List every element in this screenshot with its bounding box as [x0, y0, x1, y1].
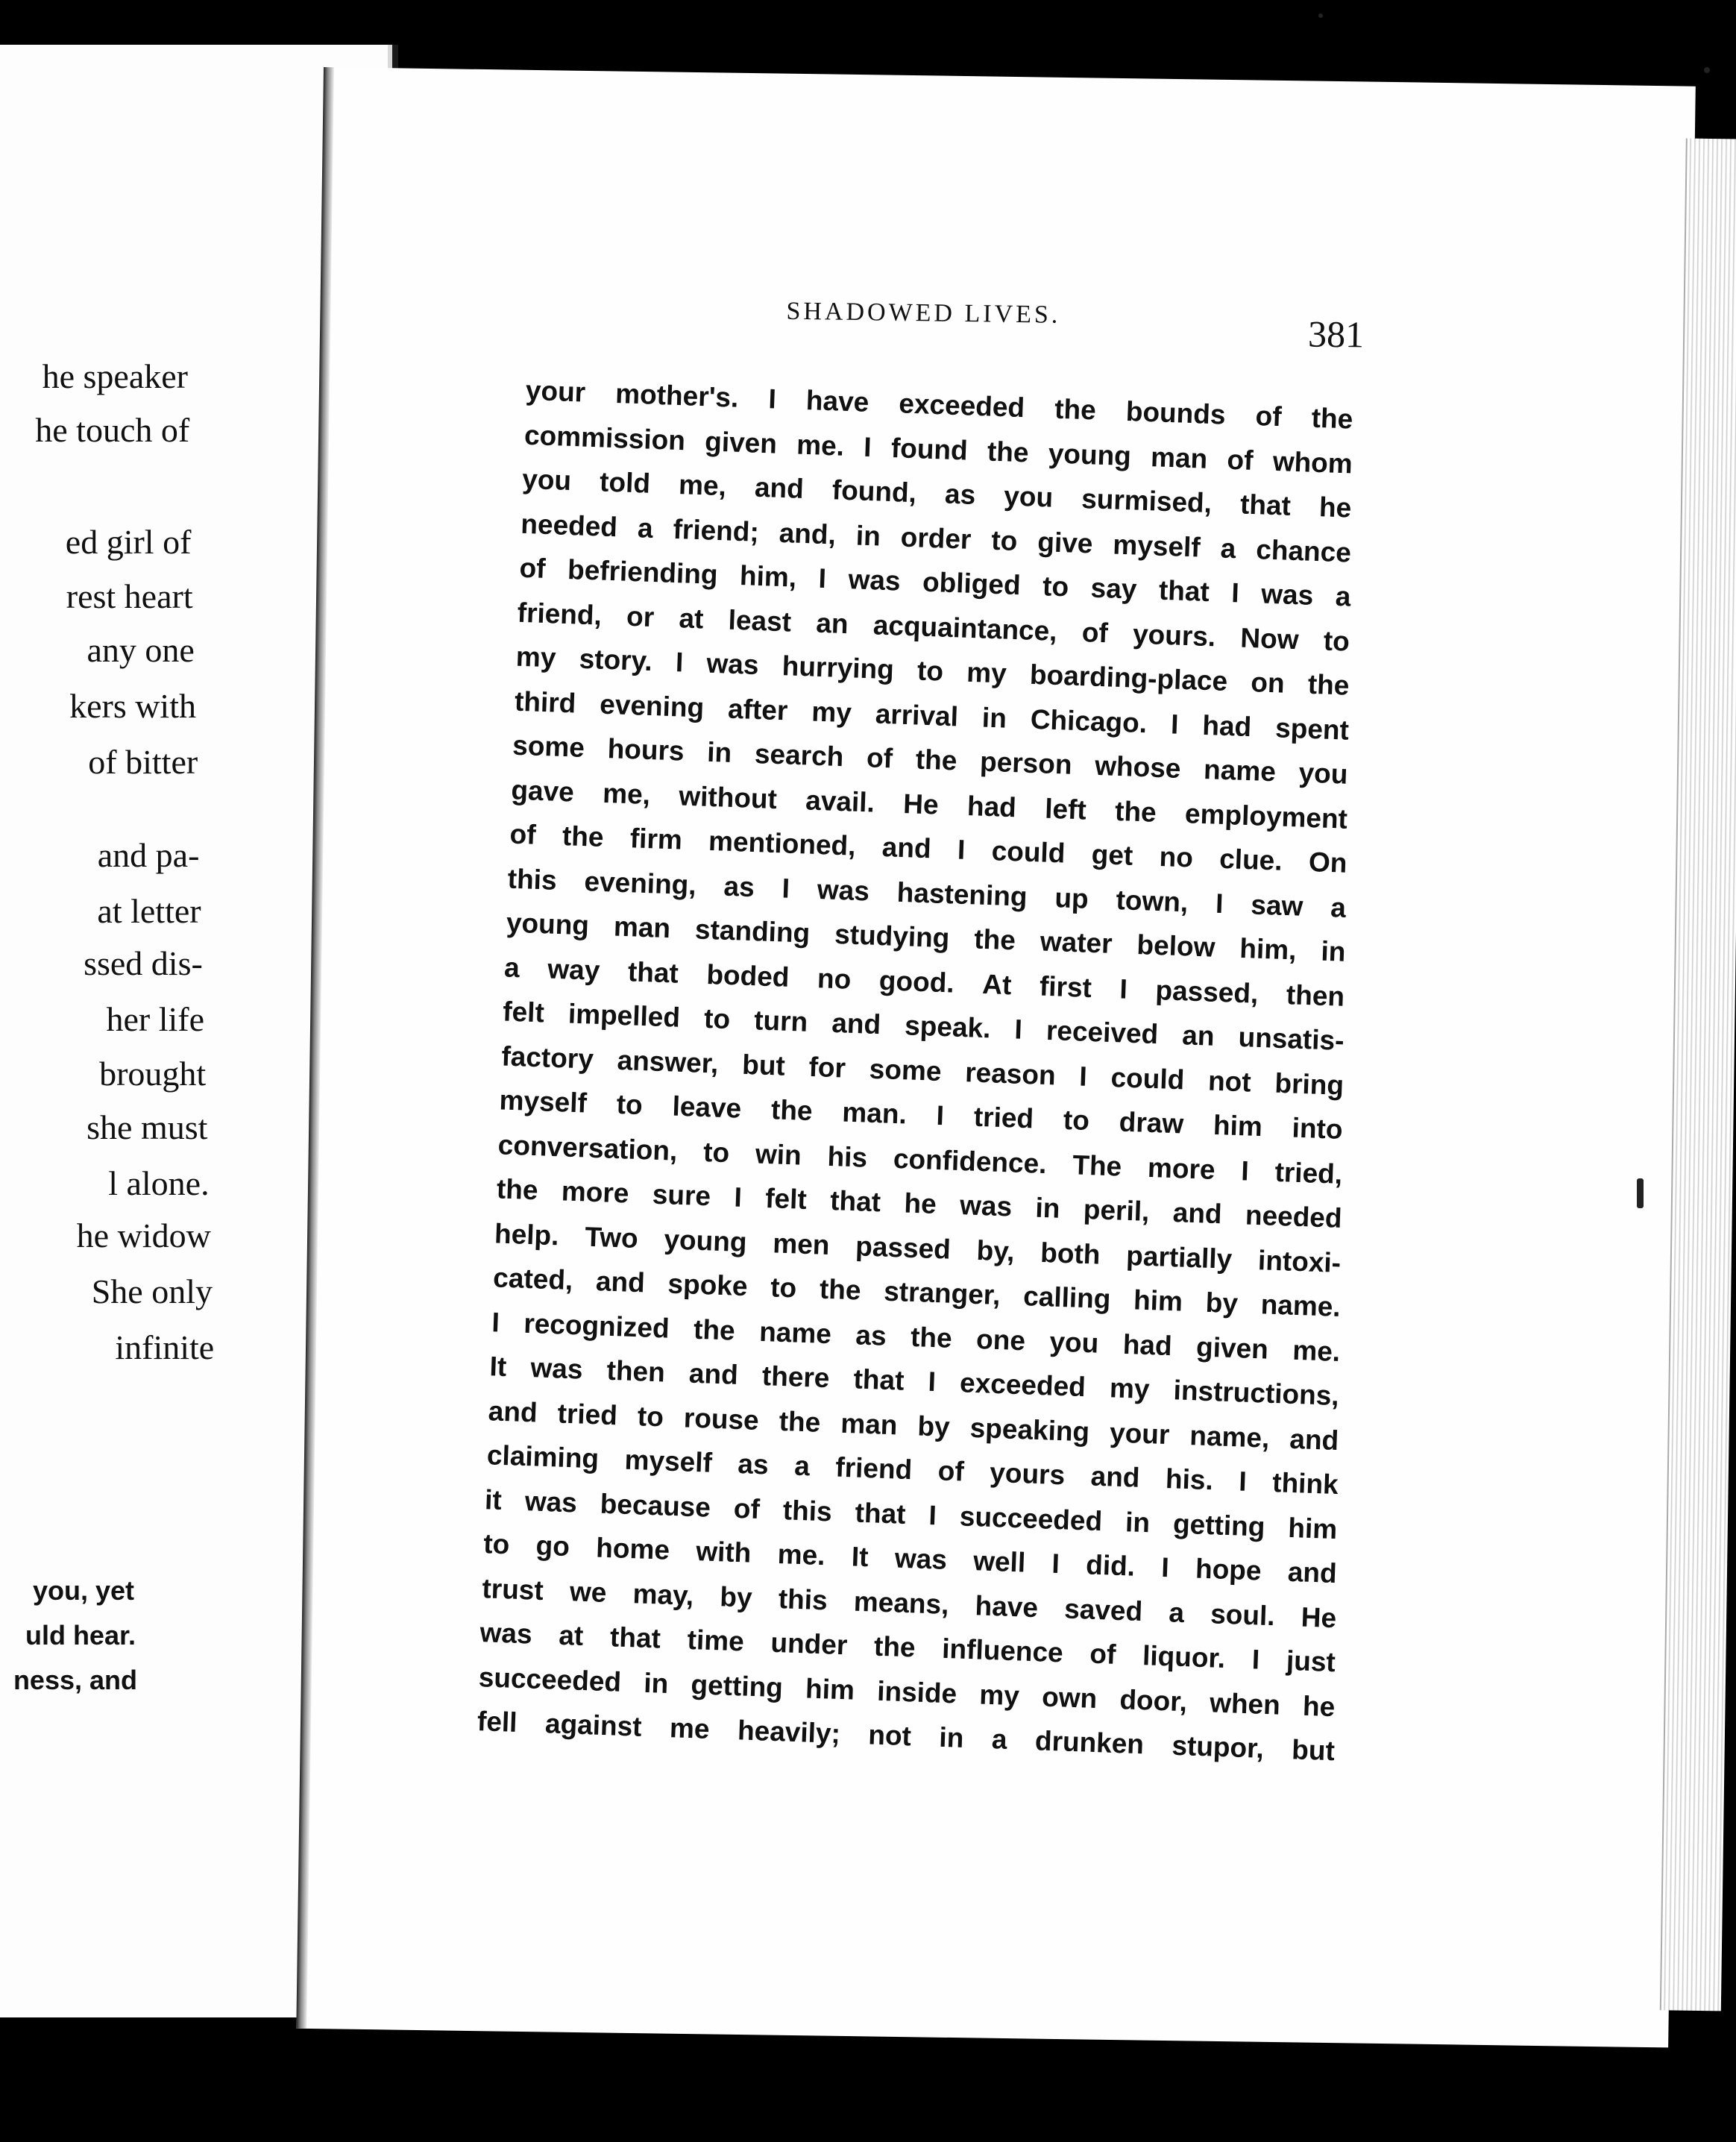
body-line: a way that boded no good. At first I passed, then — [503, 952, 1346, 1012]
left-page-line: kers with — [69, 687, 196, 725]
body-line: claiming myself as a friend of yours and his. I think — [485, 1439, 1339, 1501]
left-page-line: ed girl of — [65, 523, 192, 561]
body-line: my story. I was hurrying to my boarding-place on the — [515, 641, 1350, 701]
scan-speck — [1318, 13, 1323, 18]
body-line: needed a friend; and, in order to give myself a chance — [520, 508, 1352, 568]
left-page-line: ssed dis- — [84, 944, 203, 982]
scan-speck — [1704, 67, 1710, 73]
body-line: young man standing studying the water below him, in — [506, 907, 1346, 967]
body-line: was at that time under the influence of liquor. I just — [479, 1617, 1336, 1678]
left-page-line: of bitter — [88, 743, 198, 781]
left-page-line: She only — [91, 1272, 213, 1310]
body-line: myself to leave the man. I tried to draw him into — [499, 1084, 1344, 1145]
body-line: conversation, to win his confidence. The more I tried, — [497, 1128, 1343, 1190]
body-line: third evening after my arrival in Chicago. I had spent — [514, 685, 1350, 746]
body-line: commission given me. I found the young man of whom — [523, 419, 1353, 480]
body-line: felt impelled to turn and speak. I received an unsatis- — [502, 996, 1345, 1056]
running-head: SHADOWED LIVES. — [786, 297, 1061, 329]
left-page-line: brought — [99, 1055, 207, 1093]
body-text — [476, 368, 1354, 1767]
left-page-line: he speaker — [42, 357, 188, 395]
body-line: succeeded in getting him inside my own door, when he — [478, 1661, 1336, 1722]
body-line: I recognized the name as the one you had given me. — [491, 1306, 1341, 1367]
left-page-line: he touch of — [35, 411, 190, 449]
left-page-line: and pa- — [97, 836, 200, 874]
body-line: you told me, and found, as you surmised, that he — [521, 463, 1353, 524]
left-page-line: infinite — [115, 1328, 215, 1366]
body-line: friend, or at least an acquaintance, of yours. Now to — [517, 597, 1350, 657]
left-page-line: l alone. — [108, 1164, 210, 1202]
body-line: It was then and there that I exceeded my instructions, — [489, 1351, 1340, 1412]
body-line: fell against me heavily; not in a drunken stupor, but — [476, 1706, 1336, 1767]
body-line: help. Two young men passed by, both partially intoxi- — [494, 1217, 1342, 1278]
left-page-footnote-line: uld hear. — [25, 1620, 136, 1651]
left-page-line: she must — [87, 1108, 208, 1146]
right-page — [296, 67, 1696, 2047]
body-line: gave me, without avail. He had left the employment — [510, 774, 1348, 835]
body-line: trust we may, by this means, have saved a soul. He — [481, 1572, 1337, 1633]
body-line: and tried to rouse the man by speaking your name, and — [488, 1395, 1339, 1456]
body-line: of the firm mentioned, and I could get no clue. On — [509, 818, 1347, 879]
body-line: your mother's. I have exceeded the bounds of the — [525, 374, 1353, 435]
scan-speck — [1637, 1178, 1644, 1208]
left-page-line: rest heart — [66, 577, 193, 615]
left-page-footnote-line: ness, and — [13, 1665, 137, 1695]
body-line: to go home with me. It was well I did. I hope and — [482, 1528, 1338, 1589]
body-line: some hours in search of the person whose name you — [512, 729, 1349, 790]
body-line: factory answer, but for some reason I could not bring — [500, 1040, 1345, 1101]
body-line: the more sure I felt that he was in peril, and needed — [496, 1173, 1342, 1234]
body-line: cated, and spoke to the stranger, calling him by name. — [492, 1262, 1342, 1322]
body-line: it was because of this that I succeeded in getting him — [484, 1483, 1339, 1545]
left-page-footnote-line: you, yet — [32, 1575, 134, 1606]
left-page-line: any one — [87, 631, 195, 669]
body-line: of befriending him, I was obliged to say that I was a — [518, 552, 1351, 612]
left-page-line: he widow — [76, 1216, 211, 1254]
page-edges — [1660, 139, 1736, 2011]
left-page-line: at letter — [97, 892, 201, 930]
page-number: 381 — [1307, 312, 1365, 356]
body-line: this evening, as I was hastening up town, I saw a — [507, 863, 1347, 923]
left-page-line: her life — [106, 1000, 204, 1038]
